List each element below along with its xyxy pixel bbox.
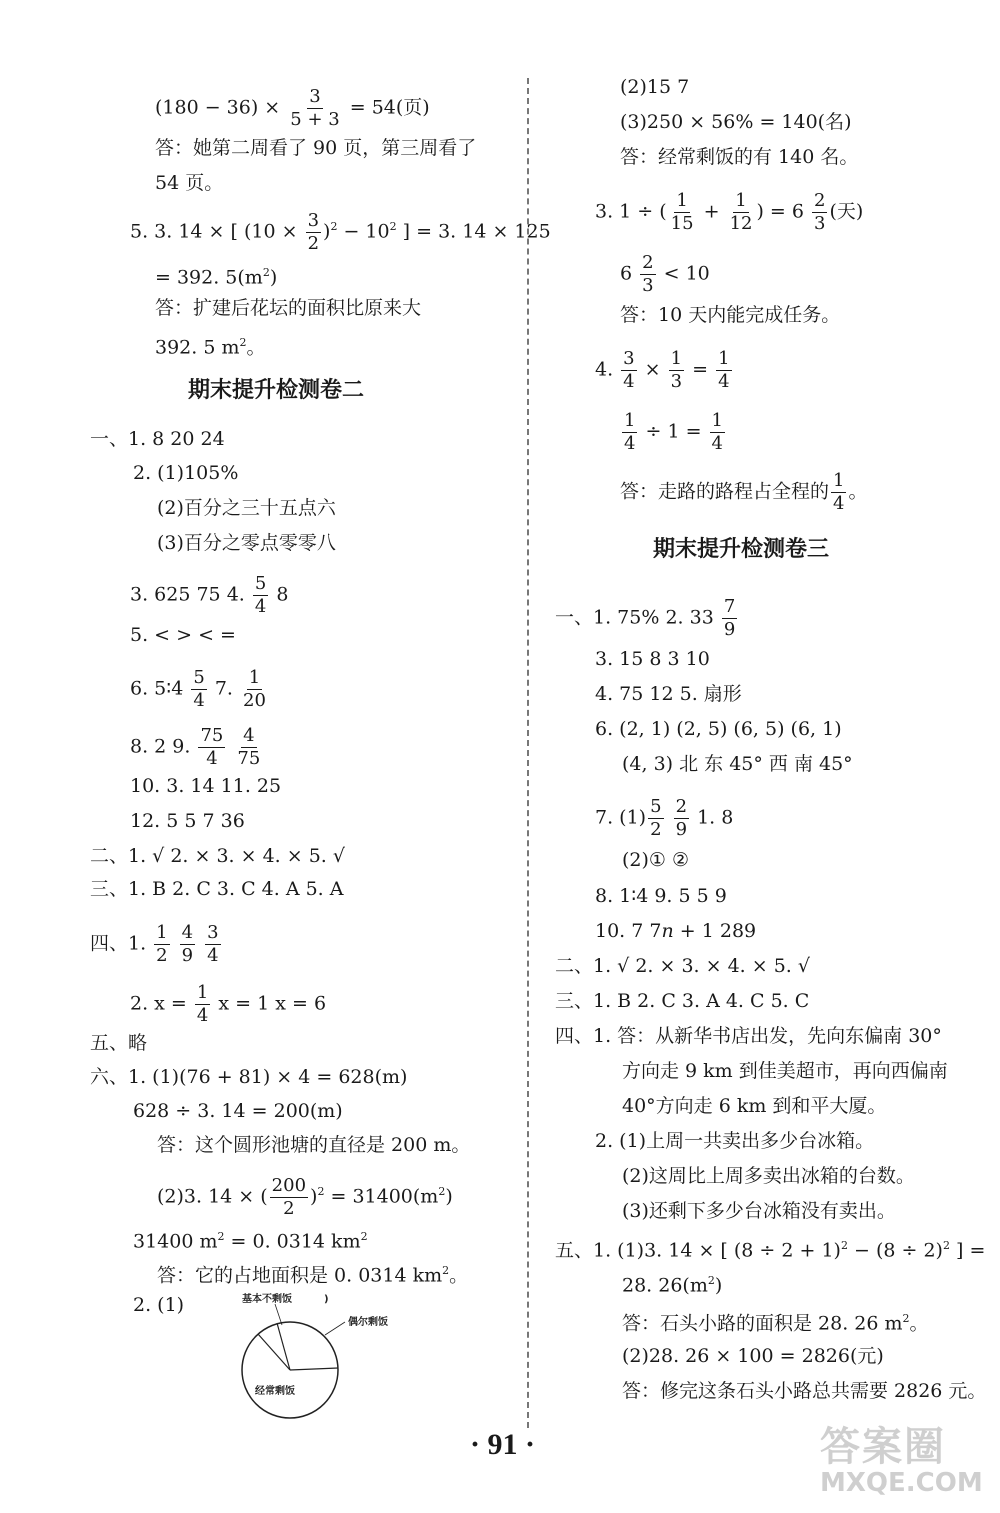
answer-line: 方向走 9 km 到佳美超市，再向西偏南 xyxy=(622,1060,948,1082)
watermark xyxy=(820,1415,983,1498)
answer-line: 2. x = $\frac{1}{4}$ x = 1 x = 6 xyxy=(130,982,327,1026)
fraction: $\frac{75}{4}$ xyxy=(200,725,224,769)
fraction: $\frac{1}{2}$ xyxy=(156,922,168,966)
answer-line: 6. 5∶4 $\frac{5}{4}$ 7. $\frac{1}{20}$ xyxy=(130,667,266,711)
answer-line: 答：10 天内能完成任务。 xyxy=(620,304,841,326)
fraction: $\frac{3}{2}$ xyxy=(307,210,320,254)
answer-line: 5. 3. 14 × [ (10 × $\frac{3}{2}$ )$^2 - 10^2$ ] = 3. 14 × 125 xyxy=(130,210,551,254)
answer-line: 54 页。 xyxy=(155,172,224,194)
answer-line: 六、1. (1)(76 + 81) × 4 = 628(m) xyxy=(90,1066,408,1088)
answer-line: (3)还剩下多少台冰箱没有卖出。 xyxy=(622,1200,896,1222)
answer-line: 三、1. B 2. C 3. A 4. C 5. C xyxy=(555,990,810,1012)
answer-line: (180 − 36) × $\frac{3}{5 + 3}$ = 54(页) xyxy=(155,86,430,130)
answer-line: 二、1. √ 2. × 3. × 4. × 5. √ xyxy=(90,845,345,867)
answer-line: (2)① ② xyxy=(622,849,690,871)
fraction: $\frac{1}{3}$ xyxy=(670,348,683,392)
fraction: $\frac{1}{4}$ xyxy=(624,410,636,454)
answer-line: 答：扩建后花坛的面积比原来大 xyxy=(155,297,422,319)
section-heading: 期末提升检测卷三 xyxy=(653,537,830,562)
answer-line: (2)百分之三十五点六 xyxy=(157,497,336,519)
answer-line: (2)3. 14 × ( $\frac{200}{2}$ )$^2 = 31400(m^2)$ xyxy=(157,1175,453,1219)
answer-line: 答：走路的路程占全程的 $\frac{1}{4}$ 。 xyxy=(620,470,868,514)
answer-line: 392. 5 $m^2$。 xyxy=(155,336,266,359)
answer-line: 8. 1∶4 9. 5 5 9 xyxy=(595,885,727,907)
answer-line: $\frac{1}{4}$ ÷ 1 = $\frac{1}{4}$ xyxy=(624,410,723,454)
section-heading: 期末提升检测卷二 xyxy=(188,378,365,403)
answer-line: 6. (2, 1) (2, 5) (6, 5) (6, 1) xyxy=(595,718,842,740)
answer-line: 五、略 xyxy=(90,1032,148,1054)
answer-line: (2)这周比上周多卖出冰箱的台数。 xyxy=(622,1165,915,1187)
fraction: $\frac{5}{4}$ xyxy=(193,667,205,711)
answer-line: 答：修完这条石头小路总共需要 2826 元。 xyxy=(622,1380,987,1402)
fraction: $\frac{1}{4}$ xyxy=(196,982,209,1026)
fraction: $\frac{2}{3}$ xyxy=(814,190,826,234)
answer-line: (2)28. 26 × 100 = 2826(元) xyxy=(622,1345,884,1367)
answer-line: 答：经常剩饭的有 140 名。 xyxy=(620,146,859,168)
answer-line: 3. 15 8 3 10 xyxy=(595,648,710,670)
answer-line: 4. $\frac{3}{4}$ × $\frac{1}{3}$ = $\frac{1}{4}$ xyxy=(595,348,730,392)
answer-line: 答：她第二周看了 90 页，第三周看了 xyxy=(155,137,477,159)
answer-line: 五、1. (1)3. 14 × [ $(8 \div 2 + 1)^2 - (8 \div 2)^2$ ] = xyxy=(555,1239,986,1262)
column-divider xyxy=(527,78,529,1428)
answer-line: 答：它的占地面积是 0. 0314 $km^2$。 xyxy=(157,1264,469,1287)
answer-line: (3)250 × 56% = 140(名) xyxy=(620,111,852,133)
answer-line: 628 ÷ 3. 14 = 200(m) xyxy=(133,1100,343,1122)
fraction: $\frac{200}{2}$ xyxy=(271,1175,307,1219)
fraction: $\frac{3}{5 + 3}$ xyxy=(290,86,340,130)
fraction: $\frac{5}{4}$ xyxy=(254,573,267,617)
answer-line: 28. $26(m^2)$ xyxy=(622,1274,723,1297)
pie-label-often: 经常剩饭 xyxy=(255,1386,295,1397)
pie-divider xyxy=(290,1368,338,1370)
fraction: $\frac{2}{3}$ xyxy=(642,252,654,296)
answer-line: 5. < > < = xyxy=(130,624,236,646)
answer-line: 答：这个圆形池塘的直径是 200 m。 xyxy=(157,1134,471,1156)
answer-line: 一、1. 75% 2. 33 $\frac{7}{9}$ xyxy=(555,596,736,640)
answer-line: 四、1. 答：从新华书店出发，先向东偏南 30° xyxy=(555,1025,942,1047)
fraction: $\frac{4}{9}$ xyxy=(181,922,194,966)
answer-line: 3. 1 ÷ ( $\frac{1}{15}$ + $\frac{1}{12}$ ) = 6 $\frac{2}{3}$ (天) xyxy=(595,190,864,234)
answer-line: 2. (1) xyxy=(133,1294,185,1316)
answer-line: 8. 2 9. $\frac{75}{4}$ $\frac{4}{75}$ xyxy=(130,725,261,769)
fraction: $\frac{3}{4}$ xyxy=(207,922,219,966)
answer-line: 6 $\frac{2}{3}$ < 10 xyxy=(620,252,710,296)
page-number: · 91 · xyxy=(470,1428,536,1461)
pie-chart xyxy=(220,1290,520,1420)
pie-label-bracket: ) xyxy=(324,1294,329,1305)
answer-line: 四、1. $\frac{1}{2}$ $\frac{4}{9}$ $\frac{3}{4}$ xyxy=(90,922,219,966)
answer-line: = 392. $5(m^2)$ xyxy=(155,266,278,289)
answer-line: 二、1. √ 2. × 3. × 4. × 5. √ xyxy=(555,955,810,977)
answer-line: 答：石头小路的面积是 28. 26 $m^2$。 xyxy=(622,1312,929,1335)
answer-line: 12. 5 5 7 36 xyxy=(130,810,245,832)
answer-line: 2. (1)105% xyxy=(133,462,239,484)
fraction: $\frac{1}{4}$ xyxy=(711,410,723,454)
fraction: $\frac{1}{12}$ xyxy=(729,190,753,234)
watermark-brand: 答案圈 xyxy=(820,1424,946,1470)
answer-line: 2. (1)上周一共卖出多少台冰箱。 xyxy=(595,1130,875,1152)
fraction: $\frac{1}{15}$ xyxy=(670,190,694,234)
answer-line: 10. 3. 14 11. 25 xyxy=(130,775,282,797)
answer-line: 40°方向走 6 km 到和平大厦。 xyxy=(622,1095,887,1117)
answer-line: 三、1. B 2. C 3. C 4. A 5. A xyxy=(90,878,344,900)
answer-line: 3. 625 75 4. $\frac{5}{4}$ 8 xyxy=(130,573,289,617)
answer-line: 7. (1) $\frac{5}{2}$ $\frac{2}{9}$ 1. 8 xyxy=(595,796,734,840)
fraction: $\frac{3}{4}$ xyxy=(623,348,635,392)
fraction: $\frac{7}{9}$ xyxy=(723,596,736,640)
fraction: $\frac{1}{4}$ xyxy=(833,470,845,514)
answer-line: 4. 75 12 5. 扇形 xyxy=(595,683,742,705)
fraction: $\frac{1}{20}$ xyxy=(243,667,266,711)
fraction: $\frac{4}{75}$ xyxy=(237,725,261,769)
pie-label-rarely: 基本不剩饭 xyxy=(242,1294,292,1305)
pie-label-sometimes: 偶尔剩饭 xyxy=(348,1317,388,1328)
fraction: $\frac{1}{4}$ xyxy=(718,348,730,392)
fraction: $\frac{2}{9}$ xyxy=(675,796,688,840)
answer-line: (2)15 7 xyxy=(620,76,690,98)
answer-line: 一、1. 8 20 24 xyxy=(90,428,225,450)
answer-line: (3)百分之零点零零八 xyxy=(157,532,336,554)
answer-line: 31400 $m^2 = 0$. 0314 $km^2$ xyxy=(133,1230,368,1253)
watermark-url: MXQE.COM xyxy=(820,1468,983,1498)
answer-line: (4, 3) 北 东 45° 西 南 45° xyxy=(622,753,853,775)
fraction: $\frac{5}{2}$ xyxy=(650,796,662,840)
answer-line: 10. 7 7n + 1 289 xyxy=(595,920,757,942)
